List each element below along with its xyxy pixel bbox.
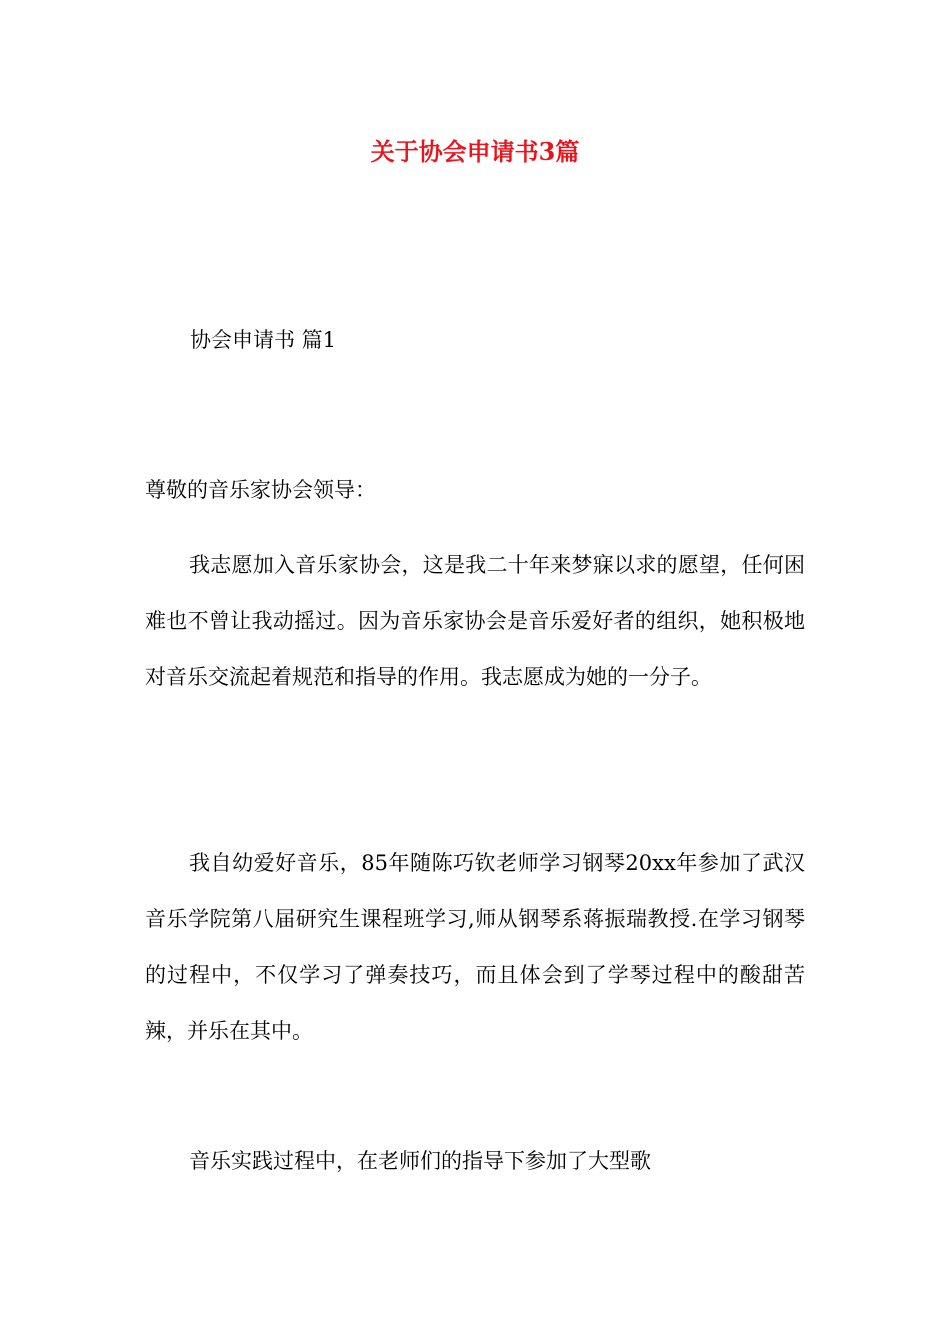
- document-title: 关于协会申请书3篇: [370, 137, 580, 166]
- body-paragraph-2: 我自幼爱好音乐，85年随陈巧钦老师学习钢琴20xx年参加了武汉音乐学院第八届研究生课程班学习,师从钢琴系蒋振瑞教授.在学习钢琴的过程中，不仅学习了弹奏技巧，而且体会到了学琴过程中的酸甜苦辣，并乐在其中。: [145, 851, 805, 1043]
- body-paragraph-1: 我志愿加入音乐家协会，这是我二十年来梦寐以求的愿望，任何困难也不曾让我动摇过。因为音乐家协会是音乐爱好者的组织，她积极地对音乐交流起着规范和指导的作用。我志愿成为她的一分子。: [145, 553, 805, 689]
- section-heading: 协会申请书 篇1: [190, 328, 337, 352]
- body-paragraph-3: 音乐实践过程中，在老师们的指导下参加了大型歌: [189, 1149, 651, 1173]
- salutation: 尊敬的音乐家协会领导：: [145, 478, 376, 502]
